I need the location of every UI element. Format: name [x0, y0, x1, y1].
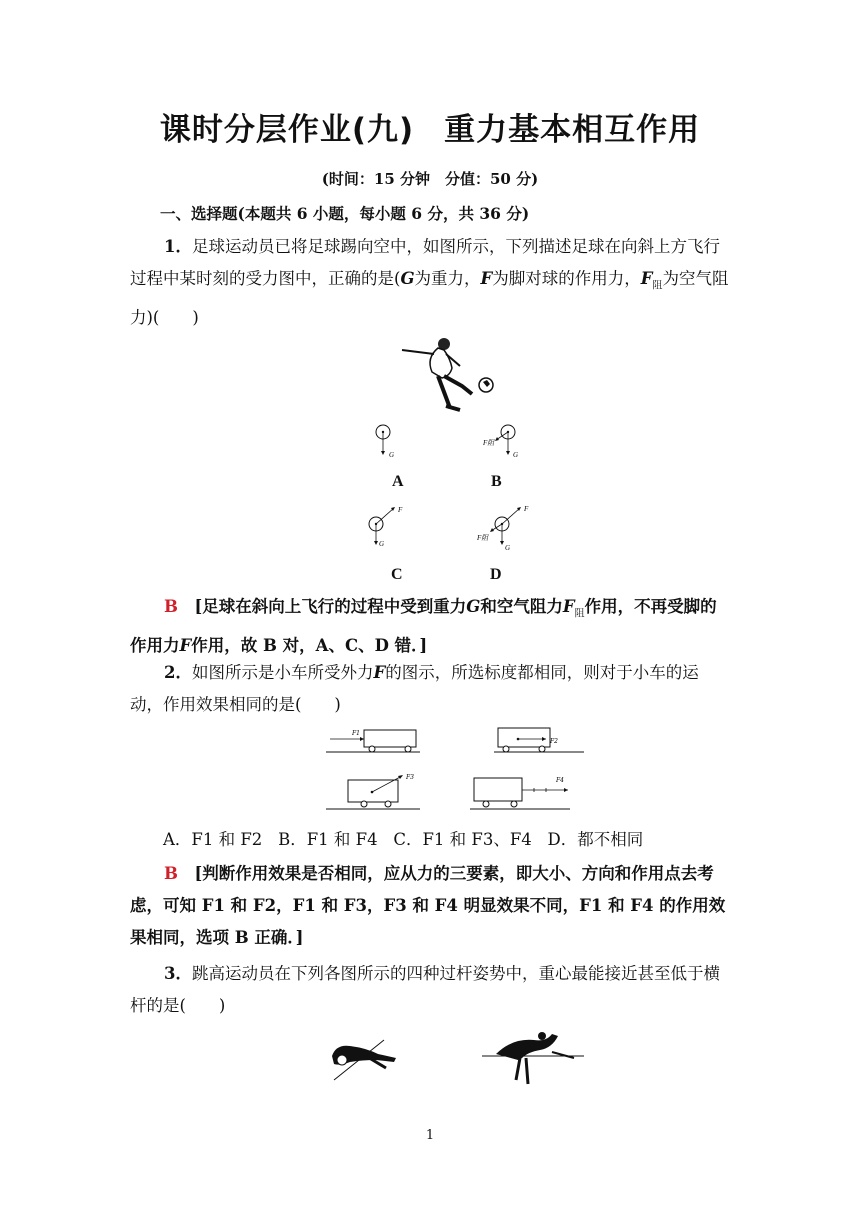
cart-diagram-f2 [494, 726, 590, 754]
force-diagram-b [482, 422, 522, 462]
time-score-line: (时间：15 分钟 分值：50 分) [321, 170, 539, 188]
svg-text:F阻: F阻 [477, 534, 489, 542]
question-2: 2．如图所示是小车所受外力F的图示，所选标度都相同，则对于小车的运动，作用效果相同的是( ) [130, 663, 699, 714]
answer-2: B [判断作用效果是否相同，应从力的三要素，即大小、方向和作用点去考虑，可知 F1 和 F2，F1 和 F3，F3 和 F4 明显效果不同，F1 和 F4 的作用效果相同，选项 B 正确．] [130, 864, 726, 947]
title-main: 课时分层作业(九) [159, 112, 415, 148]
option-label-b: B [491, 473, 502, 490]
section-heading: 一、选择题(本题共 6 小题，每小题 6 分，共 36 分) [160, 204, 530, 223]
answer-1: B [足球在斜向上飞行的过程中受到重力G和空气阻力$F_阻$作用，不再受脚的作用力F作用，故 B 对，A、C、D 错．] [130, 597, 717, 656]
q2-option-d: D．都不相同 [547, 830, 644, 849]
page-number: 1 [425, 1128, 435, 1143]
q2-option-a: A．F1 和 F2 [163, 830, 263, 849]
question-1: 1．足球运动员已将足球踢向空中，如图所示，下列描述足球在向斜上方飞行过程中某时刻的受力图中，正确的是(G为重力，F为脚对球的作用力，$F_阻$为空气阻力)( ) [130, 237, 729, 328]
force-diagram-a [372, 422, 402, 462]
cart-diagram-f4 [470, 770, 574, 812]
option-label-c: C [391, 566, 403, 583]
force-diagram-d [474, 500, 534, 556]
page-title [0, 104, 860, 149]
svg-text:G: G [505, 544, 511, 552]
title-sub: 重力基本相互作用 [444, 112, 701, 148]
cart-diagram-f1 [326, 726, 422, 754]
high-jump-figure-1 [326, 1036, 406, 1082]
svg-text:F阻: F阻 [483, 439, 495, 447]
q2-option-c: C．F1 和 F3、F4 [393, 830, 532, 849]
question-3: 3．跳高运动员在下列各图所示的四种过杆姿势中，重心最能接近甚至低于横杆的是( ) [130, 964, 720, 1015]
cart-diagram-f3 [326, 770, 422, 812]
svg-text:F: F [524, 505, 529, 513]
svg-text:F2: F2 [550, 738, 558, 745]
svg-text:G: G [389, 451, 395, 459]
svg-text:G: G [513, 451, 519, 459]
q2-options [163, 826, 643, 850]
svg-text:F: F [398, 506, 403, 514]
high-jump-figure-2 [482, 1030, 588, 1088]
svg-text:F3: F3 [406, 774, 414, 781]
soccer-player-figure [398, 336, 498, 416]
svg-text:F1: F1 [352, 730, 360, 737]
q2-option-b: B．F1 和 F4 [278, 830, 378, 849]
option-label-a: A [392, 473, 404, 490]
option-label-d: D [490, 566, 502, 583]
svg-text:F4: F4 [556, 777, 564, 784]
force-diagram-c [364, 500, 410, 548]
svg-text:G: G [379, 540, 385, 548]
